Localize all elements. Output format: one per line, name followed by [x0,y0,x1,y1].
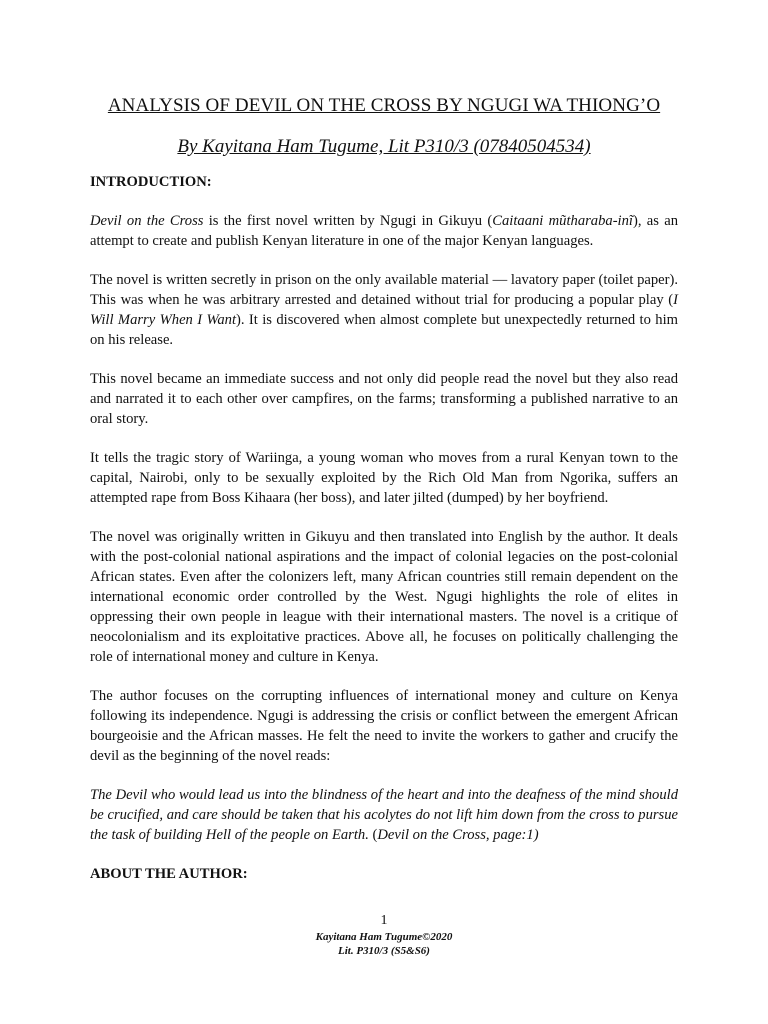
footer-course: Lit. P310/3 (S5&S6) [338,945,430,957]
about-author-heading: ABOUT THE AUTHOR: [90,866,248,882]
novel-quote [90,785,678,845]
paragraph-text: The novel is written secretly in prison on the only available material — lavatory paper (toilet paper). This was when he was arbitrary arrested and detained without trial for producing a popular play ( [90,272,678,308]
page-footer [0,912,768,958]
quote-citation-open: ( [368,827,378,843]
document-title: ANALYSIS OF DEVIL ON THE CROSS BY NGUGI WA THIONG’O [107,95,661,116]
quote-text: The Devil who would lead us into the blindness of the heart and into the deafness of the mind should be crucified, and care should be taken that his acolytes do not lift him down from the cross to pursue the task of building Hell of the people on Earth. [90,787,678,843]
footer-copyright: Kayitana Ham Tugume©2020 [315,931,453,943]
paragraph-text: ), as an attempt to create and publish Kenyan literature in one of the major Kenyan languages. [90,213,678,249]
document-body [90,172,678,903]
paragraph-4: It tells the tragic story of Wariinga, a young woman who moves from a rural Kenyan town to the capital, Nairobi, only to be sexually exploited by the Rich Old Man from Ngorika, suffers an attempted rape from Boss Kihaara (her boss), and later jilted (dumped) by her boyfriend. [90,450,678,506]
page-number: 1 [380,913,388,928]
paragraph-1 [90,211,678,251]
play-title-italic: I Will Marry When I Want [90,292,678,328]
paragraph-6: The author focuses on the corrupting influences of international money and culture on Kenya following its independence. Ngugi is addressing the crisis or conflict between the emergent African bourgeoisie and the African masses. He felt the need to invite the workers to gather and crucify the devil as the beginning of the novel reads: [90,688,678,764]
quote-citation: Devil on the Cross, page:1) [377,827,539,843]
paragraph-2 [90,270,678,350]
novel-title-italic: Devil on the Cross [90,213,204,229]
paragraph-text: is the first novel written by Ngugi in Gikuyu ( [203,213,493,229]
paragraph-text: ). It is discovered when almost complete but unexpectedly returned to him on his release. [90,312,679,348]
gikuyu-title-italic: Caitaani mũtharaba-inĩ [492,213,633,229]
document-byline: By Kayitana Ham Tugume, Lit P310/3 (07840504534) [177,136,591,157]
paragraph-5: The novel was originally written in Gikuyu and then translated into English by the author. It deals with the post-colonial national aspirations and the impact of colonial legacies on the post-colonial African states. Even after the colonizers left, many African countries still remain dependent on the international economic order controlled by the West. Ngugi highlights the role of elites in oppressing their own people in league with their international masters. The novel is a critique of neocolonialism and its exploitative practices. Above all, he focuses on politically challenging the role of international money and culture in Kenya. [90,529,678,665]
introduction-heading: INTRODUCTION: [90,174,212,190]
paragraph-3: This novel became an immediate success and not only did people read the novel but they also read and narrated it to each other over campfires, on the farms; transforming a published narrative to an oral story. [90,371,678,427]
